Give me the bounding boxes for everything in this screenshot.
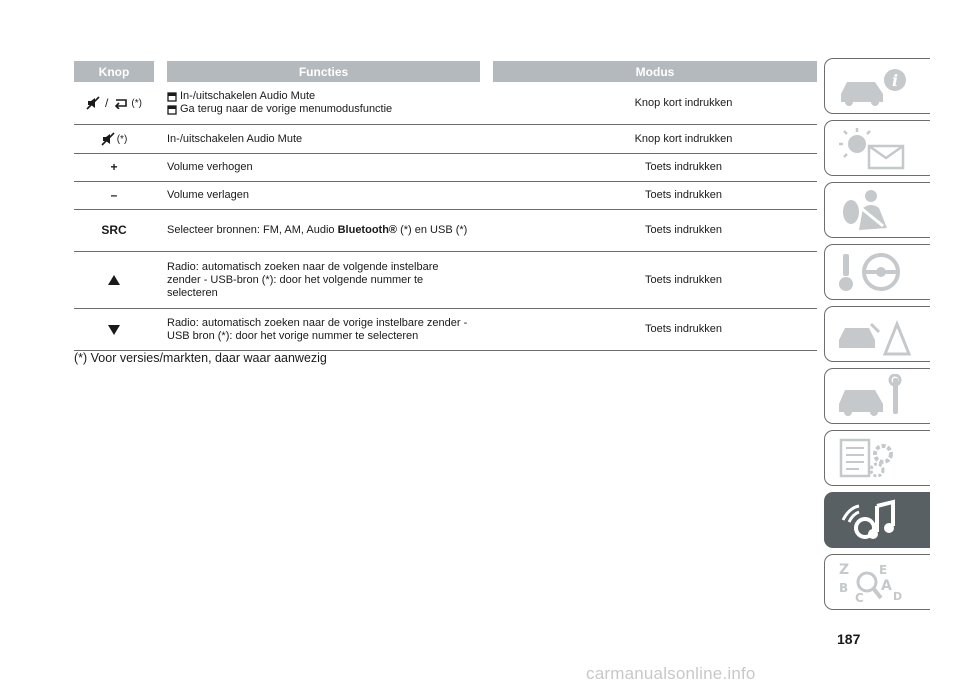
table-row xyxy=(74,82,817,125)
mute-icon xyxy=(101,132,115,146)
header-functies: Functies xyxy=(167,61,480,82)
car-emergency-icon xyxy=(835,312,915,356)
table-row xyxy=(74,125,817,154)
knop-note: (*) xyxy=(116,133,128,145)
table-row xyxy=(74,154,817,182)
header-modus: Modus xyxy=(493,61,817,82)
knop-cell xyxy=(74,309,154,350)
svg-text:B: B xyxy=(839,581,849,595)
svg-text:Z: Z xyxy=(839,562,850,578)
knop-cell xyxy=(74,252,154,308)
knop-separator: / xyxy=(105,95,109,110)
button-marker-icon xyxy=(167,92,177,102)
button-marker-icon xyxy=(167,105,177,115)
plus-symbol: + xyxy=(110,160,118,174)
svg-text:C: C xyxy=(855,591,864,604)
table-header xyxy=(74,61,817,82)
functie-line: In-/uitschakelen Audio Mute xyxy=(180,90,316,102)
functie-cell: In-/uitschakelen Audio Mute xyxy=(167,132,303,145)
knop-cell xyxy=(74,82,154,124)
steering-key-icon xyxy=(835,250,915,294)
watermark: carmanualsonline.info xyxy=(586,664,756,683)
knop-cell xyxy=(74,182,154,209)
tab-alphabet-index[interactable] xyxy=(824,554,930,610)
functie-text: Selecteer bronnen: FM, AM, Audio xyxy=(167,224,338,236)
tab-specs-gear[interactable] xyxy=(824,430,930,486)
functie-text: Radio: automatisch zoeken naar de vorige instelbare zender - USB bron (*): door het vorige nummer te selecteren xyxy=(167,316,468,342)
functie-text: (*) en USB (*) xyxy=(397,224,468,236)
chapter-sidebar xyxy=(824,58,930,616)
tab-car-info[interactable] xyxy=(824,58,930,114)
car-info-icon xyxy=(835,64,915,108)
functie-cell: Volume verlagen xyxy=(167,189,249,201)
knop-cell xyxy=(74,154,154,181)
modus-cell: Knop kort indrukken xyxy=(634,132,733,145)
header-knop: Knop xyxy=(74,61,154,82)
src-symbol: SRC xyxy=(101,223,127,237)
tab-car-maintenance[interactable] xyxy=(824,368,930,424)
mute-icon xyxy=(86,96,100,110)
tab-car-emergency[interactable] xyxy=(824,306,930,362)
minus-symbol: – xyxy=(110,188,118,202)
bluetooth-brand: Bluetooth® xyxy=(337,224,398,236)
table-row xyxy=(74,210,817,252)
svg-text:A: A xyxy=(881,578,892,594)
knop-cell xyxy=(74,125,154,153)
return-arrow-icon xyxy=(113,97,129,109)
table-row xyxy=(74,182,817,210)
footnote: (*) Voor versies/markten, daar waar aanwezig xyxy=(74,351,327,365)
modus-cell: Toets indrukken xyxy=(644,273,723,286)
functie-cell xyxy=(154,252,480,308)
multimedia-icon xyxy=(835,498,915,542)
arrow-down-icon xyxy=(108,325,120,335)
functie-cell xyxy=(154,309,480,350)
arrow-up-icon xyxy=(108,275,120,285)
specs-gear-icon xyxy=(835,436,915,480)
tab-steering-key[interactable] xyxy=(824,244,930,300)
knop-cell xyxy=(74,210,154,251)
modus-cell: Toets indrukken xyxy=(644,224,723,236)
modus-cell: Toets indrukken xyxy=(644,189,723,201)
knop-note: (*) xyxy=(131,97,142,109)
warning-lights-icon xyxy=(835,126,915,170)
svg-text:i: i xyxy=(892,71,899,90)
modus-cell: Toets indrukken xyxy=(644,323,723,335)
functie-cell xyxy=(154,82,480,124)
functie-line: Ga terug naar de vorige menumodusfunctie xyxy=(180,103,393,115)
airbag-seatbelt-icon xyxy=(835,188,915,232)
tab-warning-lights[interactable] xyxy=(824,120,930,176)
controls-table xyxy=(74,61,817,351)
modus-cell: Knop kort indrukken xyxy=(634,96,733,109)
tab-multimedia[interactable] xyxy=(824,492,930,548)
table-row xyxy=(74,309,817,351)
alphabet-index-icon xyxy=(835,560,915,604)
functie-cell xyxy=(154,210,480,251)
modus-cell: Toets indrukken xyxy=(644,161,723,173)
functie-text: Radio: automatisch zoeken naar de volgende instelbare zender - USB-bron (*): door het volgende nummer te selecteren xyxy=(167,260,439,299)
table-row xyxy=(74,252,817,309)
svg-text:E: E xyxy=(879,563,888,577)
page-number: 187 xyxy=(837,631,861,647)
tab-airbag-seatbelt[interactable] xyxy=(824,182,930,238)
functie-cell: Volume verhogen xyxy=(167,161,253,173)
car-maintenance-icon xyxy=(835,374,915,418)
svg-text:D: D xyxy=(893,590,903,603)
